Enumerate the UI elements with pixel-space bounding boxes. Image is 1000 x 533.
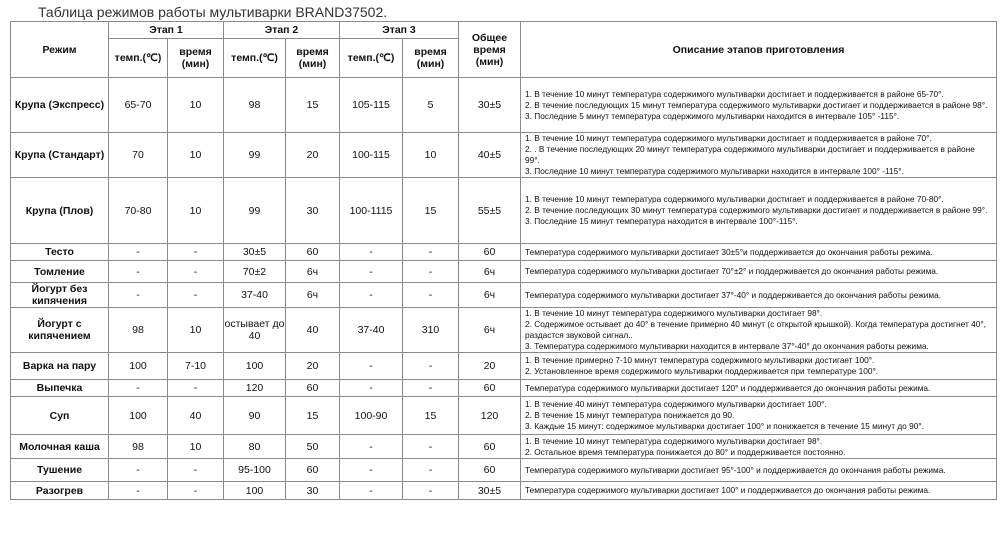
t1-cell: - <box>109 459 168 482</box>
description-cell <box>521 380 997 397</box>
description-line: 2. В течение 15 минут температура понижается до 90. <box>525 410 735 420</box>
total-cell: 6ч <box>459 283 521 308</box>
description-line: 1. В течение 10 минут температура содержимого мультиварки достигает 98°. <box>525 435 823 446</box>
description-cell <box>521 261 997 283</box>
m2-cell: 40 <box>286 308 340 353</box>
total-cell: 120 <box>459 397 521 435</box>
total-cell: 6ч <box>459 308 521 353</box>
t1-cell: - <box>109 244 168 261</box>
header-temp-1: темп.(℃) <box>109 39 168 78</box>
t1-cell: 98 <box>109 308 168 353</box>
t2-cell: 37-40 <box>224 283 286 308</box>
mode-cell: Разогрев <box>11 482 109 500</box>
m3-cell: 5 <box>403 78 459 133</box>
m1-cell: 7-10 <box>168 353 224 380</box>
t1-cell: 100 <box>109 397 168 435</box>
m3-cell: - <box>403 459 459 482</box>
m1-cell: 10 <box>168 308 224 353</box>
header-mode: Режим <box>11 22 109 78</box>
description-line: 3. Температура содержимого мультиварки находится в интервале 37°-40° до окончания работы режима. <box>525 341 929 351</box>
header-temp-3: темп.(℃) <box>340 39 403 78</box>
t3-cell: 100-115 <box>340 133 403 178</box>
total-cell: 6ч <box>459 261 521 283</box>
table-row <box>11 283 997 308</box>
m2-cell: 60 <box>286 380 340 397</box>
m1-cell: - <box>168 283 224 308</box>
table-row <box>11 380 997 397</box>
t1-cell: 65-70 <box>109 78 168 133</box>
t1-cell: - <box>109 380 168 397</box>
table-row <box>11 459 997 482</box>
description-line: 3. Последние 15 минут температура находится в интервале 100°-115°. <box>525 216 798 226</box>
table-row <box>11 178 997 244</box>
header-stage2: Этап 2 <box>224 22 340 39</box>
description-line: 2. . В течение последующих 20 минут температура содержимого мультиварки достигает и поддерживается в районе 99°. <box>525 144 975 165</box>
t1-cell: 100 <box>109 353 168 380</box>
table-row <box>11 308 997 353</box>
mode-cell: Крупа (Плов) <box>11 178 109 244</box>
total-cell: 55±5 <box>459 178 521 244</box>
description-cell <box>521 78 997 133</box>
m3-cell: - <box>403 353 459 380</box>
t3-cell: - <box>340 261 403 283</box>
modes-table <box>10 21 997 500</box>
t2-cell: остывает до 40 <box>224 308 286 353</box>
t2-cell: 30±5 <box>224 244 286 261</box>
m2-cell: 50 <box>286 435 340 459</box>
total-cell: 60 <box>459 459 521 482</box>
t3-cell: - <box>340 353 403 380</box>
t2-cell: 99 <box>224 133 286 178</box>
m3-cell: - <box>403 435 459 459</box>
description-line: 2. Содержимое остывает до 40° в течение примерно 40 минут (с открытой крышкой). Когда температура достигнет 40°, раздастся звуковой сигнал.. <box>525 319 986 340</box>
description-cell <box>521 308 997 353</box>
header-stage3: Этап 3 <box>340 22 459 39</box>
total-cell: 20 <box>459 353 521 380</box>
description-line: Температура содержимого мультиварки достигает 120° и поддерживается до окончания работы режима. <box>525 382 931 393</box>
total-cell: 60 <box>459 435 521 459</box>
t3-cell: 37-40 <box>340 308 403 353</box>
t1-cell: - <box>109 482 168 500</box>
mode-cell: Йогурт без кипячения <box>11 283 109 308</box>
m2-cell: 60 <box>286 459 340 482</box>
m3-cell: 15 <box>403 178 459 244</box>
m1-cell: 40 <box>168 397 224 435</box>
total-cell: 30±5 <box>459 78 521 133</box>
mode-cell: Молочная каша <box>11 435 109 459</box>
mode-cell: Крупа (Стандарт) <box>11 133 109 178</box>
page-title: Таблица режимов работы мультиварки BRAND37502. <box>38 4 388 20</box>
description-line: 1. В течение 10 минут температура содержимого мультиварки достигает и поддерживается в районе 70°. <box>525 133 932 143</box>
header-time-1: время (мин) <box>168 39 224 78</box>
t2-cell: 80 <box>224 435 286 459</box>
mode-cell: Суп <box>11 397 109 435</box>
description-cell <box>521 459 997 482</box>
t2-cell: 100 <box>224 353 286 380</box>
m2-cell: 15 <box>286 78 340 133</box>
t2-cell: 100 <box>224 482 286 500</box>
t3-cell: - <box>340 459 403 482</box>
m2-cell: 15 <box>286 397 340 435</box>
m1-cell: 10 <box>168 78 224 133</box>
t2-cell: 98 <box>224 78 286 133</box>
m3-cell: - <box>403 482 459 500</box>
t3-cell: - <box>340 482 403 500</box>
description-line: 1. В течение примерно 7-10 минут температура содержимого мультиварки достигает 100°. <box>525 355 875 365</box>
header-time-3: время (мин) <box>403 39 459 78</box>
t3-cell: - <box>340 435 403 459</box>
m3-cell: - <box>403 380 459 397</box>
t2-cell: 70±2 <box>224 261 286 283</box>
table-row <box>11 244 997 261</box>
description-cell <box>521 435 997 459</box>
description-line: 2. Установленное время содержимого мультиварки поддерживается при температуре 100°. <box>525 366 879 376</box>
m2-cell: 20 <box>286 353 340 380</box>
description-line: 3. Последние 10 минут температура содержимого мультиварки находится в интервале 100° -115°. <box>525 166 904 176</box>
total-cell: 40±5 <box>459 133 521 178</box>
header-temp-2: темп.(℃) <box>224 39 286 78</box>
table-row <box>11 78 997 133</box>
table-row <box>11 435 997 459</box>
t3-cell: 105-115 <box>340 78 403 133</box>
description-line: 3. Последние 5 минут температура содержимого мультиварки находится в интервале 105° -115°. <box>525 110 900 121</box>
t1-cell: 70 <box>109 133 168 178</box>
total-cell: 30±5 <box>459 482 521 500</box>
table-row <box>11 261 997 283</box>
mode-cell: Тесто <box>11 244 109 261</box>
description-line: Температура содержимого мультиварки достигает 100° и поддерживается до окончания работы режима. <box>525 485 931 495</box>
t1-cell: 98 <box>109 435 168 459</box>
m2-cell: 30 <box>286 482 340 500</box>
m2-cell: 30 <box>286 178 340 244</box>
t2-cell: 120 <box>224 380 286 397</box>
m1-cell: 10 <box>168 435 224 459</box>
description-line: Температура содержимого мультиварки достигает 70°±2° и поддерживается до окончания работы режима. <box>525 266 939 276</box>
t1-cell: - <box>109 261 168 283</box>
total-cell: 60 <box>459 244 521 261</box>
description-line: 2. Остальное время температура понижается до 80° и поддерживается постоянно. <box>525 446 846 457</box>
m2-cell: 6ч <box>286 261 340 283</box>
description-cell <box>521 397 997 435</box>
description-cell <box>521 482 997 500</box>
table-row <box>11 397 997 435</box>
header-stage1: Этап 1 <box>109 22 224 39</box>
t2-cell: 90 <box>224 397 286 435</box>
m3-cell: 10 <box>403 133 459 178</box>
m1-cell: - <box>168 380 224 397</box>
mode-cell: Йогурт с кипячением <box>11 308 109 353</box>
m2-cell: 20 <box>286 133 340 178</box>
m1-cell: - <box>168 482 224 500</box>
m1-cell: - <box>168 244 224 261</box>
description-cell <box>521 133 997 178</box>
description-cell <box>521 244 997 261</box>
mode-cell: Томление <box>11 261 109 283</box>
m1-cell: 10 <box>168 133 224 178</box>
description-line: 3. Каждые 15 минут: содержимое мультиварки достигает 100° и понижается в течение 15 минут до 90°. <box>525 421 924 431</box>
m3-cell: - <box>403 261 459 283</box>
t3-cell: 100-1115 <box>340 178 403 244</box>
header-time-2: время (мин) <box>286 39 340 78</box>
table-row <box>11 133 997 178</box>
table-row <box>11 353 997 380</box>
mode-cell: Тушение <box>11 459 109 482</box>
t3-cell: 100-90 <box>340 397 403 435</box>
description-line: 1. В течение 40 минут температура содержимого мультиварки достигает 100°. <box>525 399 827 409</box>
t3-cell: - <box>340 283 403 308</box>
t2-cell: 99 <box>224 178 286 244</box>
m1-cell: 10 <box>168 178 224 244</box>
mode-cell: Выпечка <box>11 380 109 397</box>
description-line: Температура содержимого мультиварки достигает 30±5°и поддерживается до окончания работы режима. <box>525 246 933 257</box>
m3-cell: - <box>403 283 459 308</box>
m1-cell: - <box>168 459 224 482</box>
table-body <box>11 78 997 500</box>
t2-cell: 95-100 <box>224 459 286 482</box>
m2-cell: 60 <box>286 244 340 261</box>
description-line: Температура содержимого мультиварки достигает 37°-40° и поддерживается до окончания работы режима. <box>525 289 942 300</box>
m3-cell: 15 <box>403 397 459 435</box>
mode-cell: Крупа (Экспресс) <box>11 78 109 133</box>
header-description: Описание этапов приготовления <box>521 22 997 78</box>
header-total: Общее время (мин) <box>459 22 521 78</box>
m3-cell: 310 <box>403 308 459 353</box>
description-line: 2. В течение последующих 15 минут температура содержимого мультиварки достигает и поддерживается в районе 98°. <box>525 99 988 110</box>
description-line: 1. В течение 10 минут температура содержимого мультиварки достигает и поддерживается в районе 65-70°. <box>525 88 944 99</box>
description-line: 1. В течение 10 минут температура содержимого мультиварки достигает и поддерживается в районе 70-80°. <box>525 194 944 204</box>
mode-cell: Варка на пару <box>11 353 109 380</box>
description-line: Температура содержимого мультиварки достигает 95°-100° и поддерживается до окончания работы режима. <box>525 464 946 475</box>
m3-cell: - <box>403 244 459 261</box>
t3-cell: - <box>340 244 403 261</box>
description-cell <box>521 353 997 380</box>
m1-cell: - <box>168 261 224 283</box>
table-row <box>11 482 997 500</box>
m2-cell: 6ч <box>286 283 340 308</box>
t3-cell: - <box>340 380 403 397</box>
total-cell: 60 <box>459 380 521 397</box>
t1-cell: 70-80 <box>109 178 168 244</box>
description-line: 1. В течение 10 минут температура содержимого мультиварки достигает 98°. <box>525 308 823 318</box>
description-line: 2. В течение последующих 30 минут температура содержимого мультиварки достигает и поддерживается в районе 99°. <box>525 205 988 215</box>
description-cell <box>521 178 997 244</box>
t1-cell: - <box>109 283 168 308</box>
description-cell <box>521 283 997 308</box>
